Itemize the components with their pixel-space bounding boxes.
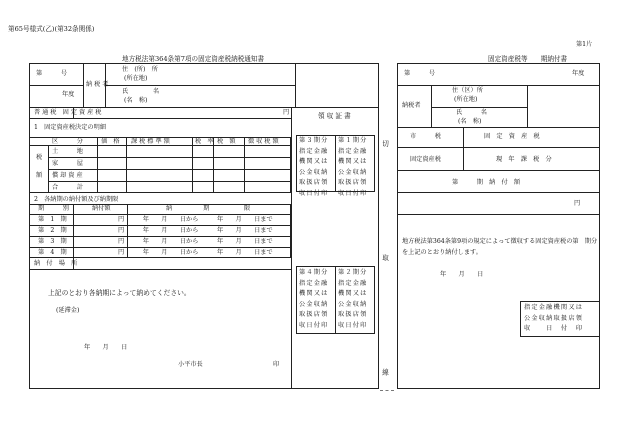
col-category: 区 分 [52,138,83,145]
period-amount-label: 第 期 納 付 額 [452,179,521,186]
slip-date: 年 月 日 [440,271,484,278]
tax-label: 税 [36,154,43,161]
section1-title: 1 固定資産税決定の明細 [34,124,106,131]
form-id: 第65号様式(乙)(第32条関係) [8,25,95,33]
cut-line-label: 切 取 線 [380,140,389,398]
period-3: 第 3 期 [38,238,67,245]
mayor-name: 小平市長 [178,361,203,368]
notice-number: 第 号 [36,70,67,77]
row-house: 家 屋 [52,160,83,167]
page-number: 第1片 [576,41,593,48]
mayor-seal: 印 [273,361,280,368]
payment-slip-frame [397,63,600,389]
col-rate: 税 率 [195,138,214,145]
late-fee-label: (延滞金) [56,307,80,314]
period-4: 第 4 期 [38,249,67,256]
receipt-q4: 第４期分 指定金融 機関又は 公金収納 取扱店領 収日付印 [299,269,329,329]
period-1: 第 1 期 [38,216,67,223]
period-4-line: 円 年 月 日から 年 月 日まで [118,249,273,256]
amount-label: 額 [36,172,43,179]
taxpayer-label: 納 税 者 [86,81,109,88]
row-total: 合 計 [52,184,83,191]
slip-address-sub: (所在地) [454,96,478,103]
issue-date: 年 月 日 [84,344,128,351]
fixed-asset-tax-label: 固 定 資 産 税 [484,133,540,140]
tax-type-yen: 円 [283,109,290,116]
col-collected: 徴 収 税 額 [248,138,279,145]
col-deadline-end: 限 [244,205,251,212]
receipt-q3: 第３期分 指定金融 機関又は 公金収納 取扱店領 収日付印 [299,137,329,197]
payment-message: 上記のとおり各納期によって納めてください。 [48,289,191,297]
current-year-label: 現 年 課 税 分 [496,156,552,163]
name-sub: (名 称) [124,97,148,104]
slip-number: 第 号 [404,70,435,77]
fixed-asset-tax-short: 固定資産税 [410,156,441,163]
payment-slip-title: 固定資産税等 期納付書 [488,55,568,63]
period-2-line: 円 年 月 日から 年 月 日まで [118,227,273,234]
col-price: 価 格 [101,138,120,145]
col-tax-base: 課 税 標 準 額 [131,138,170,145]
receipt-title: 領 収 証 書 [318,112,351,120]
col-period: 期 別 [38,205,69,212]
col-pay-amount: 納付額 [92,205,111,212]
col-tax-amount: 税 額 [217,138,236,145]
tax-type-label: 普 通 税 固 定 資 産 税 [34,109,102,116]
fiscal-year: 年度 [62,91,75,98]
row-depreciable: 償 却 資 産 [52,172,83,179]
receipt-q1: 第１期分 指定金融 機関又は 公金収納 取扱店領 収日付印 [338,137,368,197]
col-deadline: 納 期 [166,205,210,212]
row-land: 土 地 [52,148,83,155]
slip-address-label: 住（区）所 [452,87,483,94]
name-label: 氏 名 [122,88,160,95]
section2-title: 2 各納期の納付額及び納期限 [34,196,119,203]
city-tax-label: 市 税 [410,133,441,140]
period-2: 第 2 期 [38,227,67,234]
stamp-box-text: 指定金融機関又は 公金収納取扱店領 収 日 付 印 [524,304,584,333]
slip-year: 年度 [572,70,585,77]
slip-note: 地方税法第364条第9項の規定によって徴収する固定資産税の第 期分を上記のとおり納付します。 [402,238,598,256]
slip-name-label: 氏 名 [456,109,487,116]
address-label: 住 (所) 所 [122,66,158,73]
slip-taxpayer-label: 納税者 [402,102,421,109]
receipt-q2: 第２期分 指定金融 機関又は 公金収納 取扱店領 収日付印 [338,269,368,329]
address-sub: (所在地) [124,75,148,82]
payment-place-label: 納 付 場 所 [34,260,78,267]
period-1-line: 円 年 月 日から 年 月 日まで [118,216,273,223]
main-title: 地方税法第364条第7項の固定資産税納税通知書 [122,55,265,63]
period-amount-yen: 円 [574,200,581,207]
period-3-line: 円 年 月 日から 年 月 日まで [118,238,273,245]
slip-name-sub: (名 称) [458,118,482,125]
